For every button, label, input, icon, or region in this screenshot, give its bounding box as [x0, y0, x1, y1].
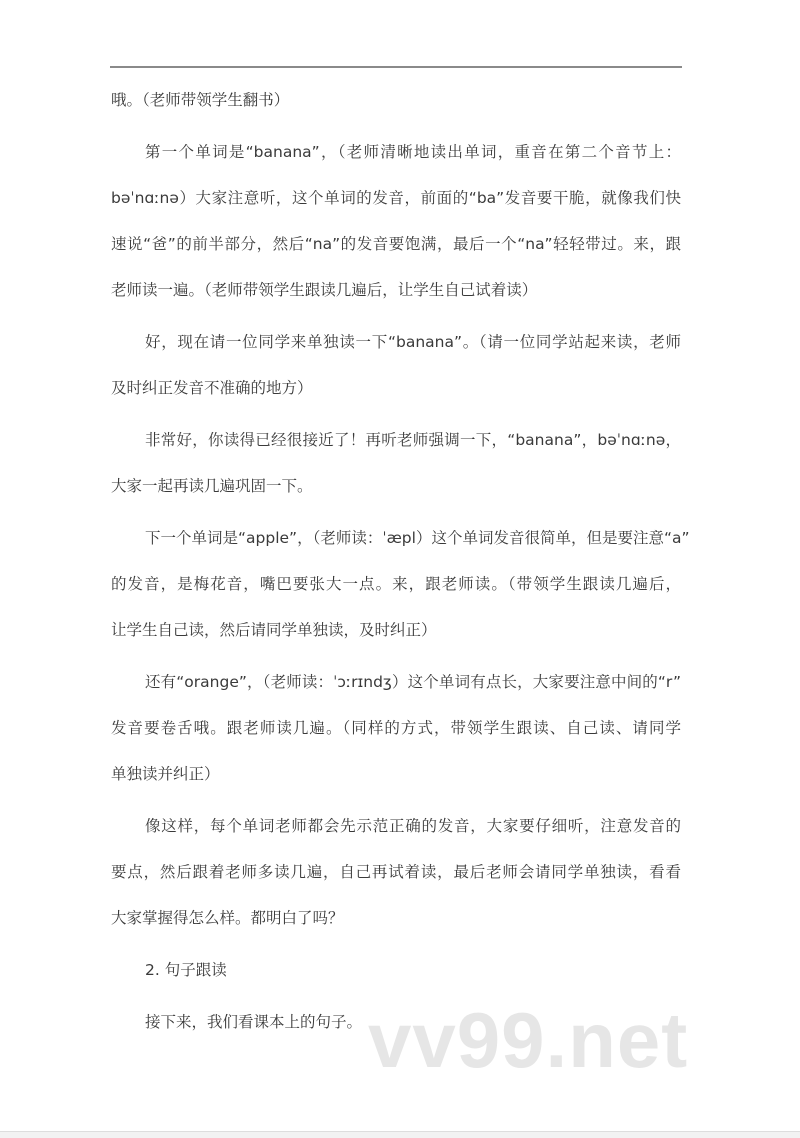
paragraph — [111, 426, 681, 518]
paragraph — [111, 524, 690, 662]
paragraph-line: 速说“爸”的前半部分，然后“na”的发音要饱满，最后一个“na”轻轻带过。来，跟 — [111, 235, 681, 253]
header-rule — [110, 66, 682, 68]
paragraph-line: 大家一起再读几遍巩固一下。 — [111, 477, 313, 495]
watermark: vv99.net — [368, 996, 689, 1084]
paragraph-line: 哦。（老师带领学生翻书） — [111, 91, 290, 109]
paragraph-line: bəˈnɑːnə）大家注意听，这个单词的发音，前面的“ba”发音要干脆，就像我们快 — [111, 189, 681, 207]
section-heading: 2. 句子跟读 — [145, 961, 227, 979]
paragraph-line: 单独读并纠正） — [111, 765, 220, 783]
paragraph-line: 发音要卷舌哦。跟老师读几遍。（同样的方式，带领学生跟读、自己读、请同学 — [111, 719, 681, 737]
paragraph-line: 下一个单词是“apple”，（老师读：ˈæpl）这个单词发音很简单，但是要注意“a” — [145, 529, 690, 547]
paragraph — [111, 812, 681, 950]
paragraph — [111, 138, 681, 322]
document-body — [111, 86, 690, 1054]
closing-paragraph: 接下来，我们看课本上的句子。 — [145, 1013, 363, 1031]
paragraph-line: 像这样，每个单词老师都会先示范正确的发音，大家要仔细听，注意发音的 — [145, 817, 681, 835]
paragraph — [111, 86, 681, 132]
paragraph-line: 老师读一遍。（老师带领学生跟读几遍后，让学生自己试着读） — [111, 281, 538, 299]
paragraph-line: 的发音，是梅花音，嘴巴要张大一点。来，跟老师读。（带领学生跟读几遍后， — [111, 575, 681, 593]
paragraph-line: 让学生自己读，然后请同学单独读，及时纠正） — [111, 621, 437, 639]
paragraph — [111, 328, 681, 420]
paragraph-line: 好，现在请一位同学来单独读一下“banana”。（请一位同学站起来读，老师 — [145, 333, 681, 351]
paragraph — [111, 668, 681, 806]
paragraph-line: 还有“orange”，（老师读：ˈɔːrɪndʒ）这个单词有点长，大家要注意中间的“r” — [145, 673, 681, 691]
paragraph-line: 大家掌握得怎么样。都明白了吗？ — [111, 909, 344, 927]
paragraph-line: 要点，然后跟着老师多读几遍，自己再试着读，最后老师会请同学单独读，看看 — [111, 863, 681, 881]
paragraph-line: 及时纠正发音不准确的地方） — [111, 379, 313, 397]
paragraph-line: 第一个单词是“banana”，（老师清晰地读出单词，重音在第二个音节上： — [145, 143, 681, 161]
paragraph-line: 非常好，你读得已经很接近了！再听老师强调一下，“banana”，bəˈnɑːnə， — [145, 431, 681, 449]
